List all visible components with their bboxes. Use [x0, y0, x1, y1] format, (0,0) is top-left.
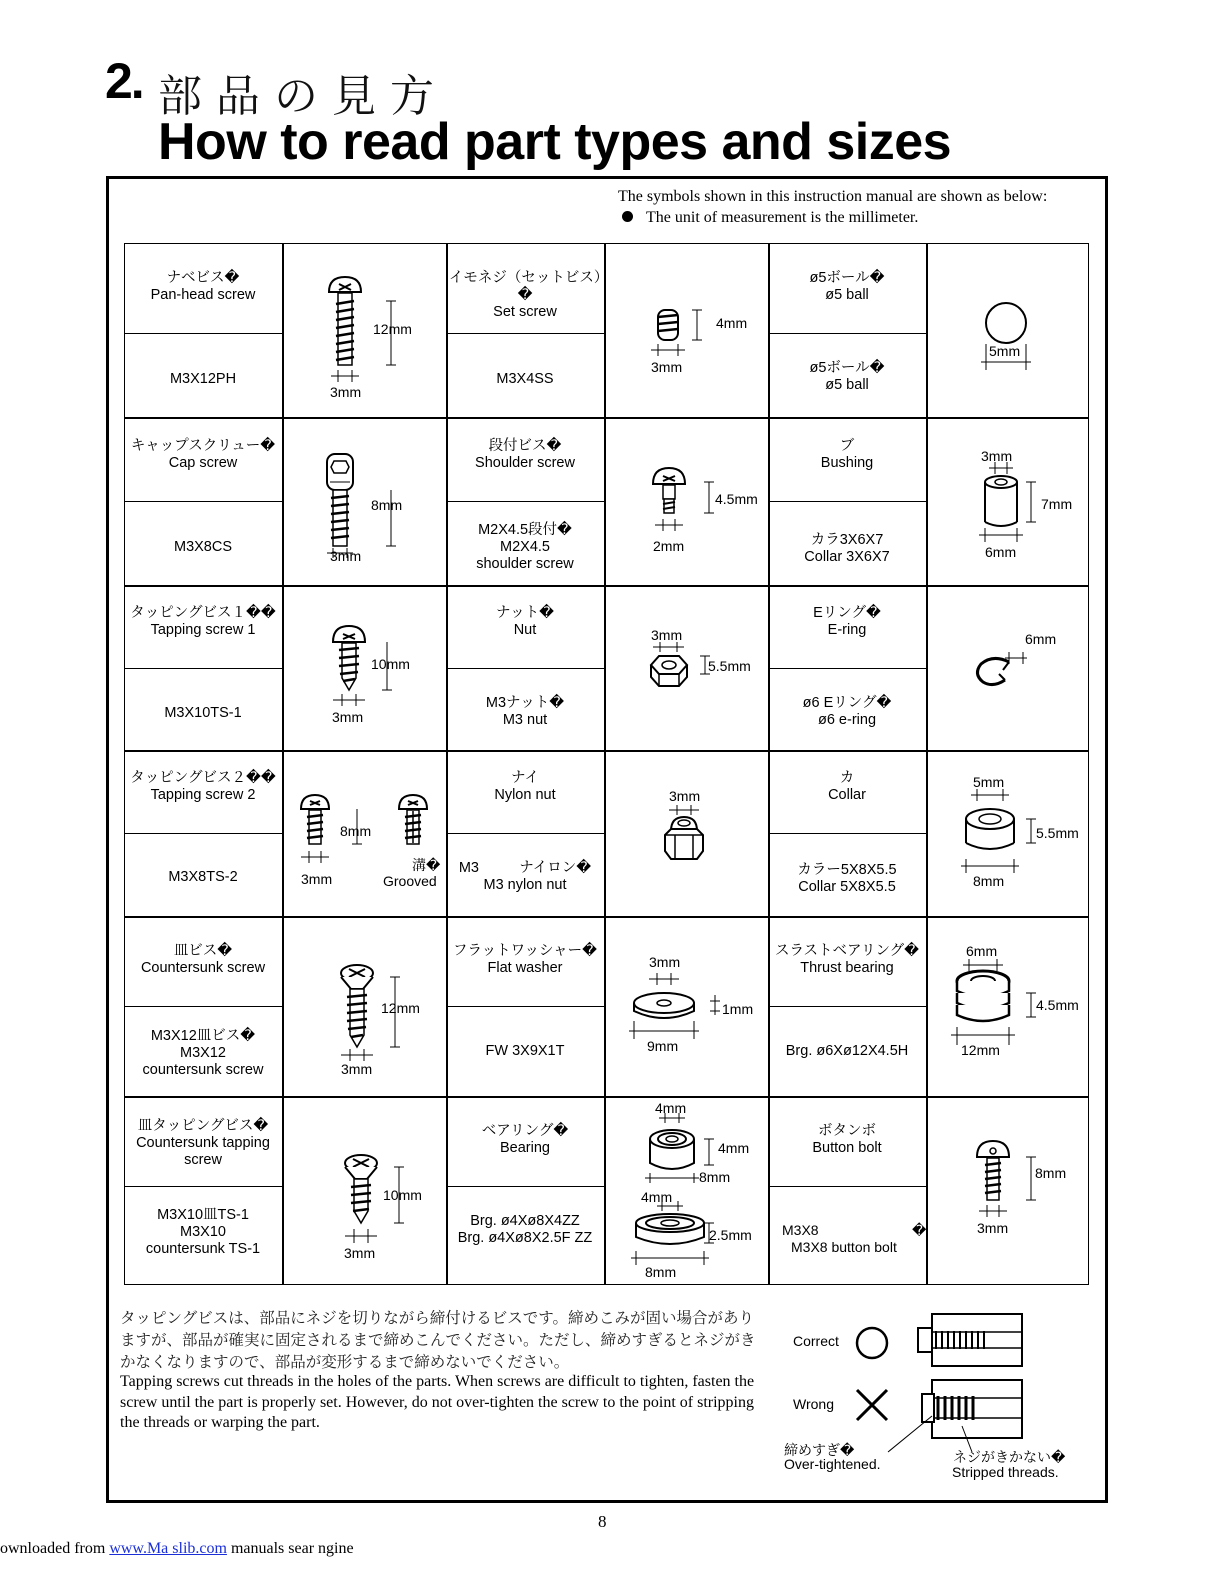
nylon-nut-icon — [605, 751, 768, 916]
footer-suffix: manuals sear ngine — [226, 1540, 354, 1557]
tapping-screw-2-code: M3X8TS-2 — [168, 869, 238, 885]
shoulder-screw-label: 段付ビス� Shoulder screw — [475, 438, 575, 471]
dimension-label: 3mm — [651, 359, 683, 375]
countersunk-screw-label: 皿ビス� Countersunk screw — [140, 943, 266, 976]
countersunk-tapping-screw-code: M3X10皿TS-1 M3X10 countersunk TS-1 — [145, 1207, 261, 1257]
shoulder-screw-code: M2X4.5段付� M2X4.5 shoulder screw — [476, 522, 574, 572]
dimension-label: 4.5mm — [715, 491, 758, 507]
button-bolt-code-japanese: � — [912, 1222, 927, 1238]
grooved-label: Grooved — [383, 873, 437, 889]
stripped-threads-label: Stripped threads. — [952, 1464, 1059, 1480]
dimension-label: 8mm — [371, 497, 403, 513]
dimension-label: 2.5mm — [709, 1227, 752, 1243]
bullet-icon — [622, 211, 633, 222]
dimension-label: 3mm — [341, 1061, 373, 1077]
nut-label: ナット� Nut — [495, 605, 555, 638]
collar-label: カ Collar — [828, 770, 866, 803]
section-title-japanese: 部品の見方 — [158, 72, 448, 121]
tapping-note: Tapping screws cut threads in the holes of the parts. When screws are difficult to tighten, fasten the screw until the part is properly set. However, do not over-tighten the screw to the point of stripping the threads or warping the part. — [120, 1373, 755, 1431]
dimension-label: 3mm — [330, 384, 362, 400]
section-number: 2. — [105, 53, 143, 109]
button-bolt-icon — [927, 1097, 1089, 1285]
ball-code: ø5ボール� ø5 ball — [809, 360, 885, 393]
tapping-screw-1-icon — [283, 586, 446, 750]
grid-line — [124, 333, 282, 334]
grid-line — [446, 333, 604, 334]
bearing-label: ベアリング� Bearing — [481, 1123, 569, 1156]
intro-line: The symbols shown in this instruction manual are shown as below: — [618, 188, 1048, 205]
dimension-label: 6mm — [985, 544, 1017, 560]
tapping-note-japanese: タッピングビスは、部品にネジを切りながら締付けるビスです。締めこみが固い場合がありますが、部品が確実に固定されるまで締めこんでください。ただし、締めすぎるとネジがきかなくなりますので、部品が変形するまで締めないでください。 — [120, 1310, 756, 1371]
grid-line — [768, 333, 926, 334]
dimension-label: 3mm — [344, 1245, 376, 1261]
grid-line — [768, 833, 926, 834]
grid-line — [446, 501, 604, 502]
grid-line — [446, 668, 604, 669]
dimension-label: 3mm — [649, 954, 681, 970]
wrong-label: Wrong — [793, 1396, 834, 1412]
dimension-label: 3mm — [332, 709, 364, 725]
e-ring-label: Eリング� E-ring — [813, 605, 881, 638]
section-title: How to read part types and sizes — [158, 113, 952, 171]
collar-code: カラー5X8X5.5 Collar 5X8X5.5 — [797, 862, 897, 895]
dimension-label: 12mm — [381, 1000, 420, 1016]
button-bolt-label: ボタンボ Button bolt — [812, 1123, 882, 1156]
dimension-label: 4mm — [641, 1189, 673, 1205]
dimension-label: 8mm — [1035, 1165, 1067, 1181]
correct-wrong-illustration — [852, 1308, 1032, 1458]
pan-head-screw-label: ナベビス� Pan-head screw — [150, 270, 256, 303]
dimension-label: 12mm — [961, 1042, 1000, 1058]
cap-screw-icon — [283, 418, 446, 585]
grooved-label-japanese: 溝� — [412, 857, 441, 873]
nut-code: M3ナット� M3 nut — [485, 695, 565, 728]
button-bolt-code: M3X8 button bolt — [791, 1239, 897, 1255]
grid-line — [768, 668, 926, 669]
dimension-label: 5.5mm — [708, 658, 751, 674]
bushing-code: カラ3X6X7 Collar 3X6X7 — [804, 532, 890, 565]
ball-label: ø5ボール� ø5 ball — [809, 270, 885, 303]
dimension-label: 8mm — [973, 873, 1005, 889]
countersunk-screw-code: M3X12皿ビス� M3X12 countersunk screw — [142, 1028, 264, 1078]
dimension-label: 5mm — [973, 774, 1005, 790]
cap-screw-label: キャップスクリュー� Cap screw — [130, 438, 276, 471]
ball-icon — [927, 244, 1089, 417]
dimension-label: 3mm — [977, 1220, 1009, 1236]
correct-label: Correct — [793, 1333, 839, 1349]
dimension-label: 4mm — [716, 315, 748, 331]
over-tightened-label: Over-tightened. — [784, 1456, 881, 1472]
dimension-label: 12mm — [373, 321, 412, 337]
cap-screw-code: M3X8CS — [173, 539, 233, 555]
grid-line — [446, 1186, 604, 1187]
dimension-label: 9mm — [647, 1038, 679, 1054]
dimension-label: 8mm — [645, 1264, 677, 1280]
dimension-label: 8mm — [699, 1169, 731, 1185]
dimension-label: 3mm — [301, 871, 333, 887]
grid-line — [446, 1006, 604, 1007]
nylon-nut-code: M3 ナイロン� M3 nylon nut — [458, 860, 592, 893]
grid-line — [124, 1186, 282, 1187]
dimension-label: 3mm — [669, 788, 701, 804]
unit-note: The unit of measurement is the millimeter. — [646, 209, 919, 226]
grid-line — [124, 833, 282, 834]
button-bolt-code-japanese: M3X8 — [782, 1222, 819, 1238]
footer-prefix: ownloaded from — [0, 1540, 110, 1557]
grid-line — [768, 1186, 926, 1187]
dimension-label: 4.5mm — [1036, 997, 1079, 1013]
set-screw-label: イモネジ（セットビス）� Set screw — [448, 270, 602, 320]
dimension-label: 3mm — [651, 627, 683, 643]
grid-line — [446, 833, 604, 834]
cross-icon — [857, 1390, 887, 1420]
countersunk-tapping-screw-label: 皿タッピングビス� Countersunk tapping screw — [136, 1118, 270, 1168]
bearing-icon — [605, 1097, 768, 1285]
bushing-label: ブ Bushing — [820, 438, 874, 471]
footer — [0, 1540, 354, 1558]
dimension-label: 4mm — [655, 1100, 687, 1116]
e-ring-code: ø6 Eリング� ø6 e-ring — [802, 695, 892, 728]
dimension-label: 3mm — [330, 548, 362, 564]
dimension-label: 5.5mm — [1036, 825, 1079, 841]
dimension-label: 1mm — [722, 1001, 754, 1017]
dimension-label: 6mm — [966, 943, 998, 959]
tapping-screw-2-label: タッピングビス２�� Tapping screw 2 — [130, 770, 276, 803]
tapping-screw-1-code: M3X10TS-1 — [164, 705, 242, 721]
footer-link[interactable]: www.Ma slib.com — [109, 1540, 227, 1557]
flat-washer-label: フラットワッシャー� Flat washer — [452, 943, 598, 976]
over-tightened-label-japanese: 締めすぎ� — [784, 1442, 855, 1458]
dimension-label: 7mm — [1041, 496, 1073, 512]
dimension-label: 2mm — [653, 538, 685, 554]
dimension-label: 6mm — [1025, 631, 1057, 647]
grid-line — [124, 501, 282, 502]
tapping-screw-1-label: タッピングビス１�� Tapping screw 1 — [130, 605, 276, 638]
pan-head-screw-icon — [283, 244, 446, 417]
nylon-nut-label: ナイ Nylon nut — [494, 770, 556, 803]
stripped-threads-label-japanese: ネジがきかない� — [953, 1449, 1066, 1465]
flat-washer-code: FW 3X9X1T — [485, 1043, 565, 1059]
page-number: 8 — [598, 1512, 607, 1531]
dimension-label: 3mm — [981, 448, 1013, 464]
grid-line — [768, 501, 926, 502]
e-ring-icon — [927, 586, 1089, 750]
dimension-label: 4mm — [718, 1140, 750, 1156]
grid-line — [124, 668, 282, 669]
circle-icon — [857, 1328, 887, 1358]
grid-line — [124, 1006, 282, 1007]
set-screw-code: M3X4SS — [496, 371, 554, 387]
dimension-label: 8mm — [340, 823, 372, 839]
thrust-bearing-code: Brg. ø6Xø12X4.5H — [785, 1043, 909, 1059]
bearing-code: Brg. ø4Xø8X4ZZ Brg. ø4Xø8X2.5F ZZ — [457, 1213, 593, 1246]
pan-head-screw-code: M3X12PH — [169, 371, 237, 387]
dimension-label: 10mm — [383, 1187, 422, 1203]
dimension-label: 10mm — [371, 656, 410, 672]
thrust-bearing-label: スラストベアリング� Thrust bearing — [774, 943, 920, 976]
dimension-label: 5mm — [989, 343, 1021, 359]
grid-line — [768, 1006, 926, 1007]
